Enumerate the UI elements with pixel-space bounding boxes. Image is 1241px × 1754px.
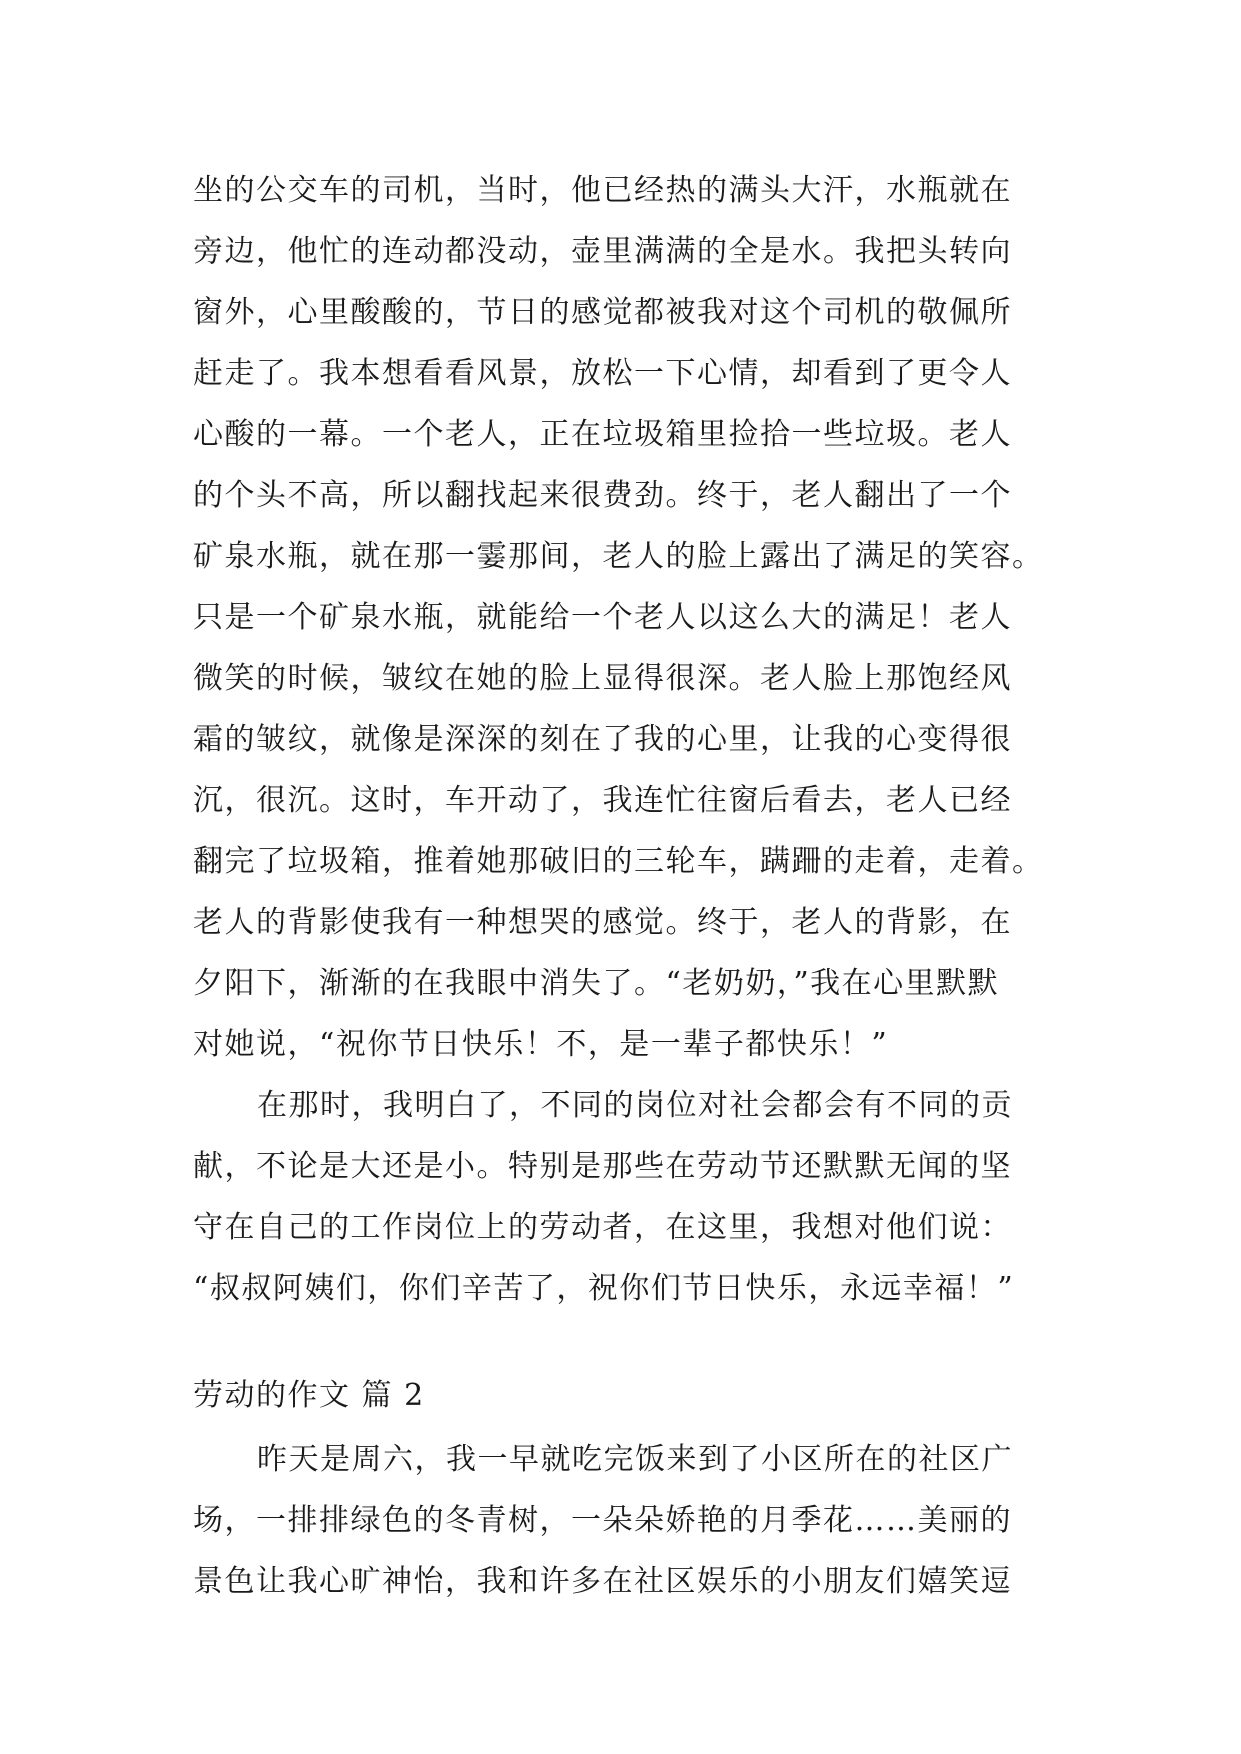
text-line: 在那时，我明白了，不同的岗位对社会都会有不同的贡 (257, 1088, 1013, 1123)
text-line: 的个头不高，所以翻找起来很费劲。终于，老人翻出了一个 (193, 478, 1012, 513)
section-heading: 劳动的作文 篇 2 (193, 1378, 425, 1413)
text-line: 昨天是周六，我一早就吃完饭来到了小区所在的社区广 (257, 1442, 1013, 1477)
text-line: 景色让我心旷神怡，我和许多在社区娱乐的小朋友们嬉笑逗 (193, 1564, 1012, 1599)
document-body (193, 160, 1073, 1612)
text-line: 夕阳下，渐渐的在我眼中消失了。“老奶奶，”我在心里默默 (193, 966, 1000, 1001)
section-spacer (193, 1319, 1073, 1363)
text-line: 守在自己的工作岗位上的劳动者，在这里，我想对他们说： (193, 1210, 1012, 1245)
text-line: 微笑的时候，皱纹在她的脸上显得很深。老人脸上那饱经风 (193, 661, 1012, 696)
text-line: 窗外，心里酸酸的，节日的感觉都被我对这个司机的敬佩所 (193, 295, 1012, 330)
text-line: 老人的背影使我有一种想哭的感觉。终于，老人的背影，在 (193, 905, 1012, 940)
text-line: “叔叔阿姨们，你们辛苦了，祝你们节日快乐，永远幸福！” (193, 1271, 1015, 1306)
text-line: 沉，很沉。这时，车开动了，我连忙往窗后看去，老人已经 (193, 783, 1012, 818)
text-line: 坐的公交车的司机，当时，他已经热的满头大汗，水瓶就在 (193, 173, 1012, 208)
text-line: 霜的皱纹，就像是深深的刻在了我的心里，让我的心变得很 (193, 722, 1012, 757)
text-line: 只是一个矿泉水瓶，就能给一个老人以这么大的满足！老人 (193, 600, 1012, 635)
text-line: 场，一排排绿色的冬青树，一朵朵娇艳的月季花……美丽的 (193, 1503, 1012, 1538)
paragraph-3 (193, 1429, 1073, 1612)
text-line: 旁边，他忙的连动都没动，壶里满满的全是水。我把头转向 (193, 234, 1012, 269)
text-line: 赶走了。我本想看看风景，放松一下心情，却看到了更令人 (193, 356, 1012, 391)
text-line: 矿泉水瓶，就在那一霎那间，老人的脸上露出了满足的笑容。 (193, 539, 1044, 574)
text-line: 翻完了垃圾箱，推着她那破旧的三轮车，蹒跚的走着，走着。 (193, 844, 1044, 879)
paragraph-1 (193, 160, 1073, 1075)
paragraph-2 (193, 1075, 1073, 1319)
text-line: 心酸的一幕。一个老人，正在垃圾箱里捡拾一些垃圾。老人 (193, 417, 1012, 452)
text-line: 对她说，“祝你节日快乐！不，是一辈子都快乐！” (193, 1027, 889, 1062)
text-line: 献，不论是大还是小。特别是那些在劳动节还默默无闻的坚 (193, 1149, 1012, 1184)
